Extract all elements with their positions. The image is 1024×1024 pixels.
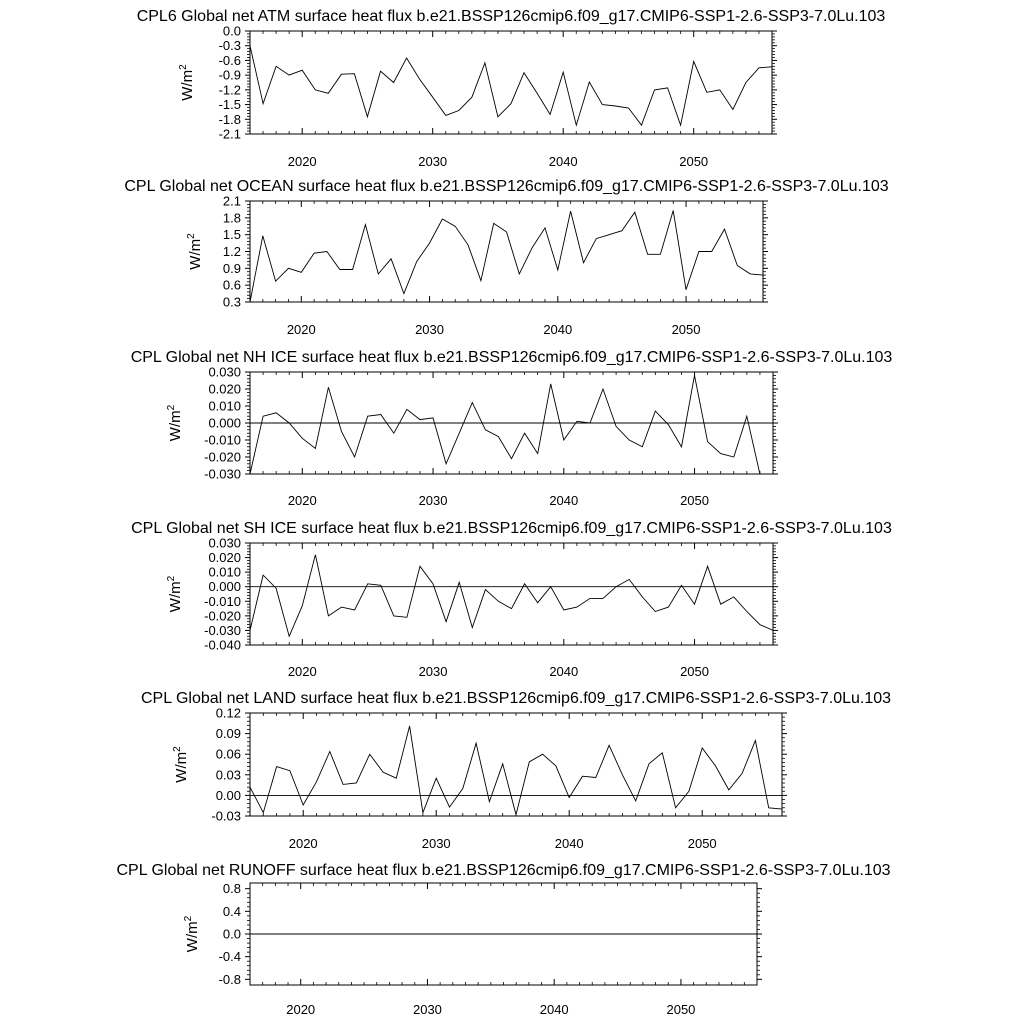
panel-title: CPL Global net RUNOFF surface heat flux b.e21.BSSP126cmip6.f09_g17.CMIP6-SSP1-2.6-SSP3-7.0Lu.103 bbox=[116, 862, 891, 879]
x-tick-label: 2040 bbox=[554, 836, 584, 851]
x-tick-label: 2030 bbox=[418, 154, 448, 169]
series-line bbox=[250, 46, 772, 126]
plot-frame bbox=[250, 713, 782, 816]
y-tick-label: -0.030 bbox=[204, 622, 241, 638]
y-tick-label: 0.020 bbox=[208, 550, 241, 566]
y-tick-label: 0.0 bbox=[222, 926, 241, 942]
y-tick-label: 0.3 bbox=[222, 294, 241, 310]
y-tick-label: 1.8 bbox=[222, 210, 241, 226]
y-tick-label: -1.8 bbox=[218, 111, 241, 127]
panel-3 bbox=[131, 349, 893, 508]
x-tick-label: 2050 bbox=[666, 1002, 696, 1017]
y-axis-label: $W/m^2$ bbox=[183, 915, 201, 953]
y-tick-label: -0.020 bbox=[204, 449, 241, 465]
y-axis-label: $W/m^2$ bbox=[166, 404, 184, 442]
y-tick-label: 0.000 bbox=[208, 415, 241, 431]
y-tick-label: 0.9 bbox=[222, 260, 241, 276]
y-tick-label: -0.030 bbox=[204, 466, 241, 482]
x-tick-label: 2050 bbox=[680, 664, 710, 679]
x-tick-label: 2020 bbox=[286, 322, 316, 337]
panel-2 bbox=[124, 178, 888, 337]
y-tick-label: 0.03 bbox=[215, 767, 241, 783]
x-tick-label: 2030 bbox=[418, 493, 448, 508]
y-axis-label: $W/m^2$ bbox=[178, 64, 196, 101]
y-tick-label: 1.2 bbox=[222, 244, 241, 259]
y-tick-label: 0.0 bbox=[222, 23, 241, 39]
panel-4 bbox=[131, 520, 892, 679]
x-tick-label: 2050 bbox=[679, 154, 709, 169]
y-tick-label: 0.020 bbox=[208, 381, 241, 397]
panel-title: CPL Global net NH ICE surface heat flux b.e21.BSSP126cmip6.f09_g17.CMIP6-SSP1-2.6-SSP3-7.0Lu.103 bbox=[130, 349, 893, 366]
x-tick-label: 2050 bbox=[680, 493, 710, 508]
y-tick-label: 0.6 bbox=[222, 277, 241, 293]
y-tick-label: -0.8 bbox=[218, 971, 241, 987]
y-tick-label: 1.5 bbox=[222, 227, 241, 243]
y-tick-label: 0.4 bbox=[222, 903, 241, 919]
y-tick-label: 0.000 bbox=[208, 579, 241, 595]
panel-title: CPL6 Global net ATM surface heat flux b.e21.BSSP126cmip6.f09_g17.CMIP6-SSP1-2.6-SSP3-7.0Lu.103 bbox=[136, 8, 886, 25]
x-tick-label: 2040 bbox=[548, 154, 578, 169]
panel-5 bbox=[141, 690, 891, 851]
plot-frame bbox=[250, 31, 772, 134]
y-tick-label: 0.09 bbox=[215, 726, 241, 742]
panel-6 bbox=[116, 862, 890, 1017]
x-tick-label: 2030 bbox=[415, 322, 445, 337]
y-tick-label: 0.030 bbox=[208, 535, 241, 551]
y-tick-label: 0.8 bbox=[222, 881, 241, 897]
y-tick-label: -0.03 bbox=[211, 808, 241, 824]
x-tick-label: 2020 bbox=[287, 664, 317, 679]
y-tick-label: 0.12 bbox=[215, 705, 241, 721]
y-tick-label: -0.010 bbox=[204, 593, 241, 609]
x-tick-label: 2020 bbox=[288, 836, 318, 851]
y-axis-label: $W/m^2$ bbox=[172, 746, 190, 783]
series-line bbox=[250, 726, 782, 815]
y-axis-label: $W/m^2$ bbox=[166, 575, 184, 613]
y-tick-label: 0.010 bbox=[208, 564, 241, 580]
x-tick-label: 2050 bbox=[671, 322, 701, 337]
x-tick-label: 2020 bbox=[286, 1002, 316, 1017]
y-tick-label: -0.6 bbox=[218, 52, 241, 68]
series-line bbox=[250, 555, 773, 637]
y-tick-label: -1.2 bbox=[218, 82, 241, 98]
y-axis-label: $W/m^2$ bbox=[186, 233, 204, 270]
y-tick-label: -0.9 bbox=[218, 67, 241, 83]
y-tick-label: 0.06 bbox=[215, 746, 241, 762]
y-tick-label: -0.010 bbox=[204, 432, 241, 448]
x-tick-label: 2030 bbox=[421, 836, 451, 851]
panel-title: CPL Global net OCEAN surface heat flux b.e21.BSSP126cmip6.f09_g17.CMIP6-SSP1-2.6-SSP3-7.0Lu.103 bbox=[124, 178, 889, 195]
y-tick-label: 0.00 bbox=[215, 787, 241, 803]
plot-frame bbox=[250, 543, 773, 645]
y-tick-label: -1.5 bbox=[218, 97, 241, 113]
series-line bbox=[250, 375, 773, 474]
y-tick-label: 0.010 bbox=[208, 398, 241, 414]
y-tick-label: -2.1 bbox=[218, 126, 241, 142]
panel-title: CPL Global net SH ICE surface heat flux b.e21.BSSP126cmip6.f09_g17.CMIP6-SSP1-2.6-SSP3-7.0Lu.103 bbox=[131, 520, 892, 537]
x-tick-label: 2030 bbox=[418, 664, 448, 679]
x-tick-label: 2040 bbox=[539, 1002, 569, 1017]
panel-1 bbox=[137, 8, 886, 169]
y-tick-label: -0.020 bbox=[204, 608, 241, 624]
x-tick-label: 2040 bbox=[543, 322, 573, 337]
series-line bbox=[250, 211, 763, 303]
x-tick-label: 2030 bbox=[412, 1002, 442, 1017]
x-tick-label: 2020 bbox=[287, 493, 317, 508]
x-tick-label: 2050 bbox=[687, 836, 717, 851]
panel-title: CPL Global net LAND surface heat flux b.e21.BSSP126cmip6.f09_g17.CMIP6-SSP1-2.6-SSP3-7.0Lu.103 bbox=[140, 690, 892, 707]
x-tick-label: 2020 bbox=[287, 154, 317, 169]
y-tick-label: -0.4 bbox=[218, 949, 241, 965]
y-tick-label: 2.1 bbox=[222, 193, 241, 209]
y-tick-label: 0.030 bbox=[208, 364, 241, 380]
x-tick-label: 2040 bbox=[549, 493, 579, 508]
y-tick-label: -0.3 bbox=[218, 38, 241, 54]
y-tick-label: -0.040 bbox=[204, 637, 241, 653]
x-tick-label: 2040 bbox=[549, 664, 579, 679]
